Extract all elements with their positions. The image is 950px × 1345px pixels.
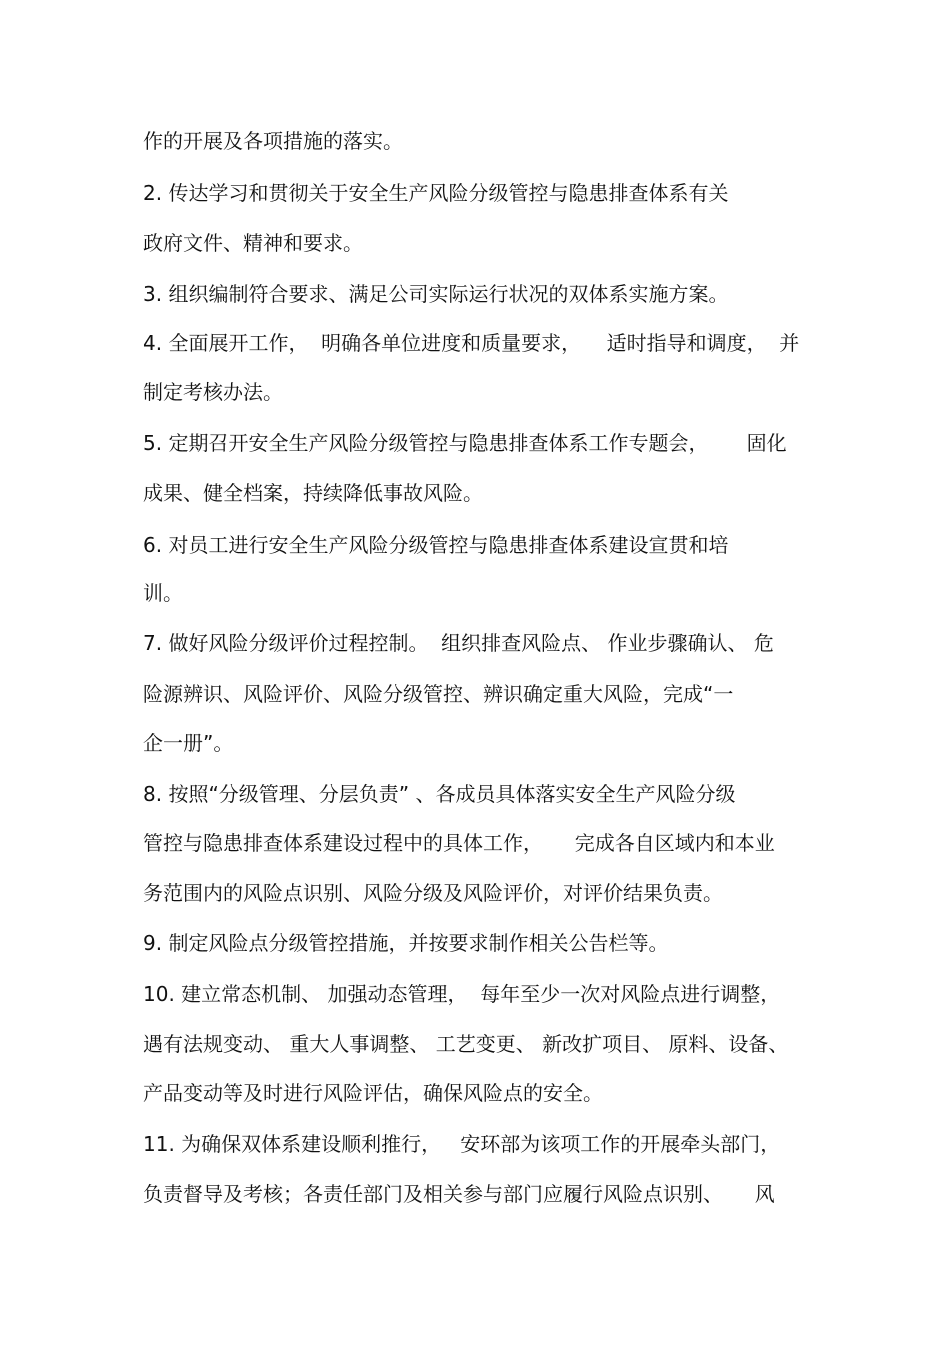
- text-line: 3. 组织编制符合要求、满足公司实际运行状况的双体系实施方案。: [143, 282, 729, 306]
- text-line: 6. 对员工进行安全生产风险分级管控与隐患排查体系建设宣贯和培: [143, 533, 729, 557]
- text-line: 4. 全面展开工作， 明确各单位进度和质量要求， 适时指导和调度， 并: [143, 331, 800, 355]
- text-line: 9. 制定风险点分级管控措施，并按要求制作相关公告栏等。: [143, 931, 669, 955]
- text-line: 10. 建立常态机制、 加强动态管理， 每年至少一次对风险点进行调整，: [143, 982, 781, 1006]
- text-line: 负责督导及考核；各责任部门及相关参与部门应履行风险点识别、 风: [143, 1182, 775, 1206]
- text-line: 成果、健全档案，持续降低事故风险。: [143, 481, 483, 505]
- text-line: 政府文件、精神和要求。: [143, 231, 363, 255]
- text-line: 管控与隐患排查体系建设过程中的具体工作， 完成各自区域内和本业: [143, 831, 775, 855]
- text-line: 遇有法规变动、 重大人事调整、 工艺变更、 新改扩项目、 原料、设备、: [143, 1032, 789, 1056]
- text-line: 8. 按照“分级管理、分层负责” 、各成员具体落实安全生产风险分级: [143, 782, 736, 806]
- text-line: 务范围内的风险点识别、风险分级及风险评价，对评价结果负责。: [143, 881, 723, 905]
- text-line: 险源辨识、风险评价、风险分级管控、辨识确定重大风险，完成“一: [143, 682, 734, 706]
- text-line: 训。: [143, 581, 183, 605]
- text-line: 7. 做好风险分级评价过程控制。 组织排查风险点、 作业步骤确认、 危: [143, 631, 774, 655]
- text-line: 2. 传达学习和贯彻关于安全生产风险分级管控与隐患排查体系有关: [143, 181, 729, 205]
- text-line: 作的开展及各项措施的落实。: [143, 129, 403, 153]
- text-line: 5. 定期召开安全生产风险分级管控与隐患排查体系工作专题会， 固化: [143, 431, 787, 455]
- text-line: 制定考核办法。: [143, 380, 283, 404]
- text-line: 产品变动等及时进行风险评估，确保风险点的安全。: [143, 1081, 603, 1105]
- text-line: 企一册”。: [143, 731, 234, 755]
- text-line: 11. 为确保双体系建设顺利推行， 安环部为该项工作的开展牵头部门，: [143, 1132, 781, 1156]
